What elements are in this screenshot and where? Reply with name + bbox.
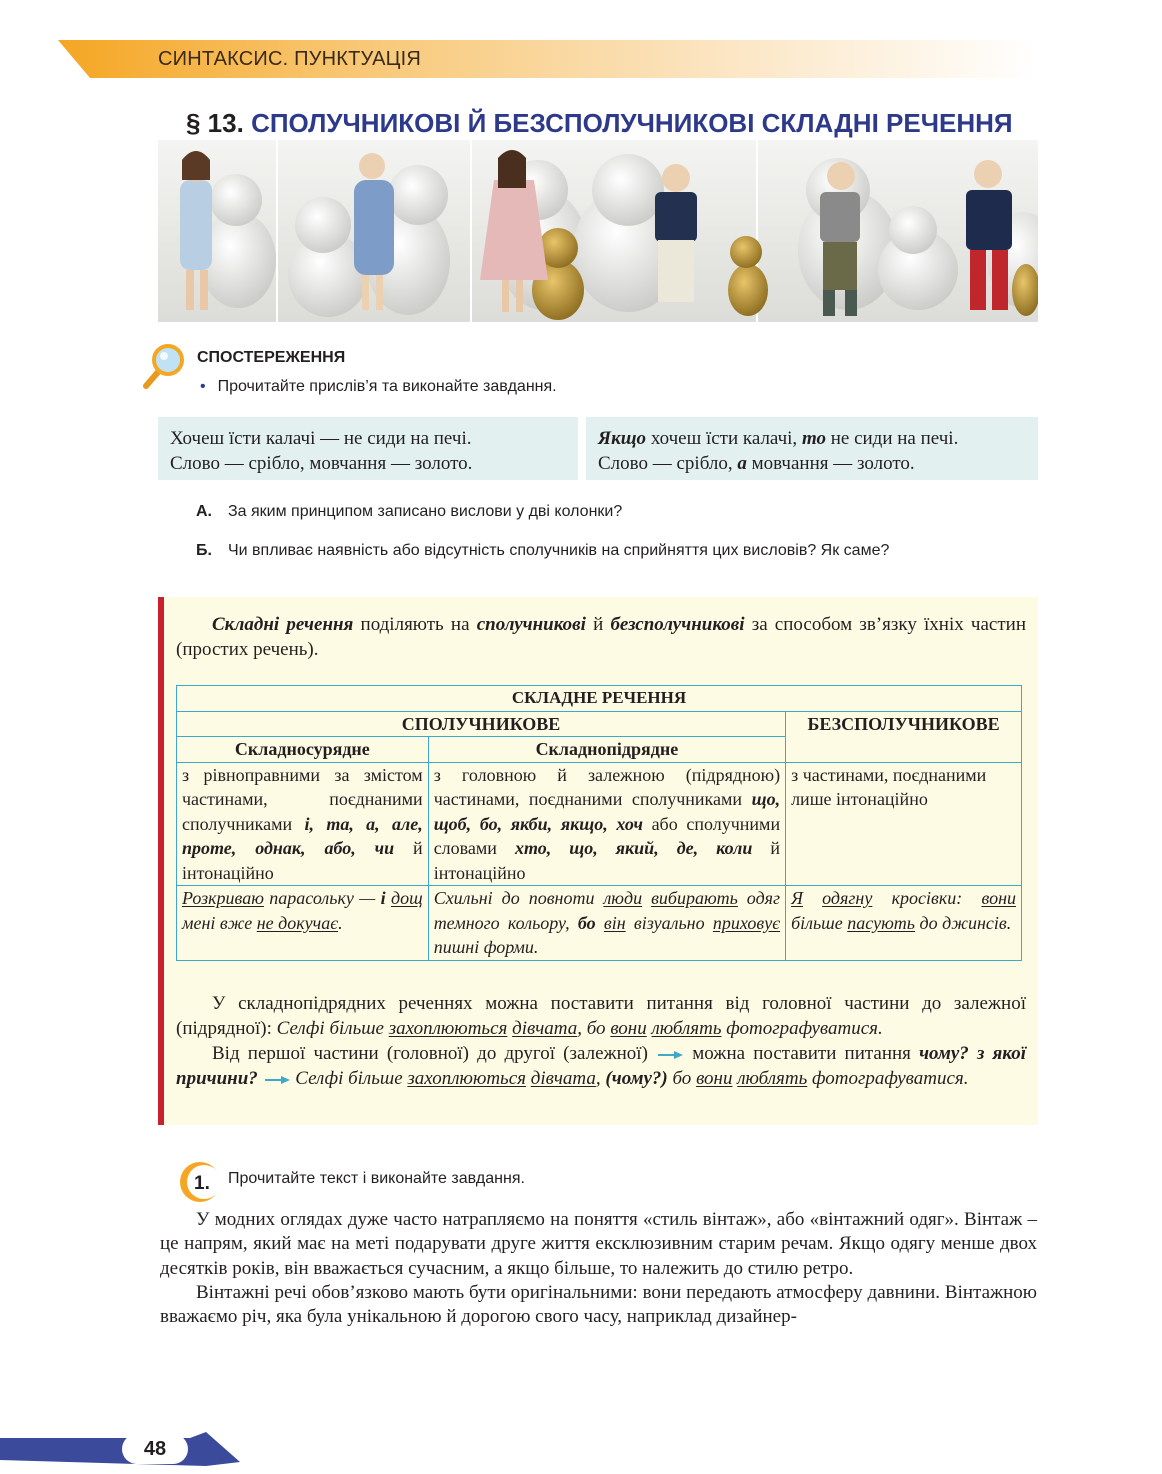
question-letter: А. [196,503,212,520]
question-text: За яким принципом записано вислови у дві колонки? [228,503,623,520]
subordinate-description: з головною й залежною (підрядною) частинами, поєднаними сполучниками що, щоб, бо, якби, якщо, хоч або сполучними словами хто, що, який, де, коли й інтонаційно [428,762,785,886]
exercise-task: Прочитайте текст і виконайте завдання. [228,1170,525,1187]
coordinate-example: Розкриваю парасольку — і дощ мені вже не докучає. [177,886,429,961]
coordinate-description: з рівноправними за змістом частинами, поєднаними сполучниками і, та, а, але, проте, однак, або, чи й інтонаційно [177,762,429,886]
magnifier-icon [140,342,188,390]
exercise-number: 1. [194,1173,210,1194]
exercise-paragraph: У модних оглядах дуже часто натрапляємо на поняття «стиль вінтаж», або «вінтажний одяг». Вінтаж – це напрям, який має на меті подарувати друге життя ексклюзивним старим речам. Якщо одягу менше двох десятків років, він вважається сучасним, а якщо більше, то належить до стилю ретро. [160,1209,1037,1279]
bullet-icon: • [200,378,206,395]
complex-sentence-table [176,685,1022,961]
arrow-right-icon [656,1050,684,1060]
theory-paragraph-1: У складнопідрядних реченнях можна поставити питання від головної частини до залежної (підрядної): Селфі більше захоплюються дівчата, бо вони люблять фотографуватися. [176,993,1026,1039]
page-number: 48 [122,1434,188,1464]
table-head-subordinate: Складнопідрядне [428,737,785,763]
theory-paragraph-2: Від першої частини (головної) до другої (залежної) можна поставити питання чому? з якої причини? Селфі більше захоплюються дівчата, (чому?) бо вони люблять фотографуватися. [176,1043,1026,1089]
question-a [196,501,1036,523]
paragraph-number: § 13. [186,108,244,138]
subordinate-example: Схильні до повноти люди вибирають одяг темного кольору, бо він візуально приховує пишні форми. [428,886,785,961]
exercise-text [160,1208,1037,1329]
nonconjunctive-description: з частинами, поєднаними лише інтонаційно [786,762,1022,886]
footer-band [0,1432,240,1466]
exercise-paragraph: Вінтажні речі обов’язково мають бути оригінальними: вони передають атмосферу давнини. Вінтажною вважаємо річ, яка була унікальною й дорогою свого часу, наприклад дизайнер- [160,1281,1037,1328]
nonconjunctive-example: Я одягну кросівки: вони більше пасують до джинсів. [786,886,1022,961]
proverbs-with-conjunctions [586,417,1038,480]
question-text: Чи впливає наявність або відсутність сполучників на сприйняття цих висловів? Як саме? [228,542,890,559]
proverb-line: Слово — срібло, а мовчання — золото. [598,453,915,474]
arrow-right-icon [263,1075,291,1085]
table-head-conjunctive: СПОЛУЧНИКОВЕ [177,711,786,737]
page-title [186,108,1013,139]
table-head-nonconjunctive: БЕЗСПОЛУЧНИКОВЕ [786,711,1022,762]
proverb-line: Хочеш їсти калачі — не сиди на печі. [170,428,472,449]
exercise-number-badge [178,1160,222,1204]
proverb-line: Слово — срібло, мовчання — золото. [170,453,473,474]
question-b [196,540,1036,562]
theory-intro: Складні речення поділяють на сполучникові й безсполучникові за способом зв’язку їхніх частин (простих речень). [176,614,1026,660]
table-head-coordinate: Складносурядне [177,737,429,763]
proverbs-without-conjunctions [158,417,578,480]
section-header: СИНТАКСИС. ПУНКТУАЦІЯ [158,48,422,70]
title-text: СПОЛУЧНИКОВІ Й БЕЗСПОЛУЧНИКОВІ СКЛАДНІ РЕЧЕННЯ [251,108,1013,138]
proverb-line: Якщо хочеш їсти калачі, то не сиди на печі. [598,428,959,449]
children-fashion-photo [158,140,1038,322]
table-head-main: СКЛАДНЕ РЕЧЕННЯ [177,686,1022,712]
observation-heading: СПОСТЕРЕЖЕННЯ [197,349,346,366]
question-letter: Б. [196,542,212,559]
observation-task [200,378,557,396]
observation-task-text: Прочитайте прислів’я та виконайте завдання. [217,378,557,395]
